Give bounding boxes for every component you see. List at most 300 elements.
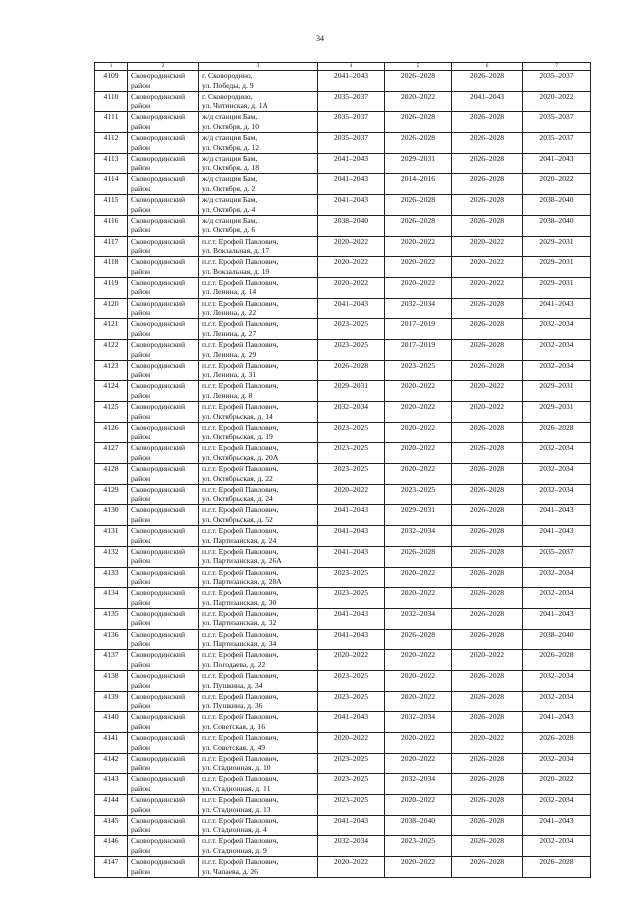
period-cell-p6: 2026–2028 xyxy=(452,464,523,485)
address-cell xyxy=(199,857,318,878)
district-cell xyxy=(128,712,199,733)
district-line: район xyxy=(131,804,151,814)
period-cell-p7: 2041–2043 xyxy=(523,712,591,733)
district-line: район xyxy=(131,721,151,731)
address-cell xyxy=(199,650,318,671)
period-cell-p7: 2041–2043 xyxy=(523,815,591,836)
address-line: п.г.т. Ерофей Павлович, xyxy=(202,339,279,349)
district-cell xyxy=(128,526,199,547)
district-line: Сковородинский xyxy=(131,91,186,101)
period-cell-p5: 2020–2022 xyxy=(385,567,452,588)
address-line: п.г.т. Ерофей Павлович, xyxy=(202,608,279,618)
row-number: 4121 xyxy=(95,319,128,340)
row-number: 4118 xyxy=(95,257,128,278)
row-number: 4135 xyxy=(95,608,128,629)
address-cell xyxy=(199,546,318,567)
district-cell xyxy=(128,277,199,298)
row-number: 4133 xyxy=(95,567,128,588)
row-number: 4112 xyxy=(95,133,128,154)
row-number: 4136 xyxy=(95,629,128,650)
district-line: Сковородинский xyxy=(131,753,186,763)
column-header: 6 xyxy=(452,63,523,71)
row-number: 4109 xyxy=(95,71,128,92)
address-line: ул. Октябрьская, д. 19 xyxy=(202,432,273,442)
row-number: 4145 xyxy=(95,815,128,836)
row-number: 4147 xyxy=(95,857,128,878)
period-cell-p4: 2023–2025 xyxy=(318,795,385,816)
period-cell-p4: 2020–2022 xyxy=(318,733,385,754)
address-cell xyxy=(199,443,318,464)
period-cell-p4: 2041–2043 xyxy=(318,174,385,195)
address-cell xyxy=(199,174,318,195)
district-line: район xyxy=(131,473,151,483)
period-cell-p4: 2020–2022 xyxy=(318,484,385,505)
period-cell-p7: 2032–2034 xyxy=(523,691,591,712)
address-cell xyxy=(199,505,318,526)
row-number: 4125 xyxy=(95,402,128,423)
period-cell-p4: 2023–2025 xyxy=(318,422,385,443)
address-cell xyxy=(199,526,318,547)
period-cell-p4: 2020–2022 xyxy=(318,650,385,671)
address-line: ул. Вокзальная, д. 19 xyxy=(202,266,270,276)
period-cell-p7: 2041–2043 xyxy=(523,505,591,526)
column-number-row xyxy=(95,63,591,71)
table-row xyxy=(95,588,591,609)
address-line: ул. Стадионная, д. 4 xyxy=(202,825,267,835)
address-cell xyxy=(199,712,318,733)
district-line: Сковородинский xyxy=(131,402,186,411)
period-cell-p7: 2032–2034 xyxy=(523,443,591,464)
table-row xyxy=(95,133,591,154)
district-line: район xyxy=(131,535,151,545)
address-line: ул. Стадионная, д. 13 xyxy=(202,804,271,814)
period-cell-p6: 2020–2022 xyxy=(452,381,523,402)
period-cell-p6: 2026–2028 xyxy=(452,670,523,691)
table-row xyxy=(95,298,591,319)
period-cell-p6: 2026–2028 xyxy=(452,215,523,236)
table-row xyxy=(95,422,591,443)
period-cell-p4: 2035–2037 xyxy=(318,91,385,112)
row-number: 4119 xyxy=(95,277,128,298)
address-line: ул. Партизанская, д. 32 xyxy=(202,618,277,628)
address-line: п.г.т. Ерофей Павлович, xyxy=(202,567,279,577)
district-line: район xyxy=(131,101,151,111)
district-line: район xyxy=(131,659,151,669)
district-line: Сковородинский xyxy=(131,691,186,701)
district-cell xyxy=(128,195,199,216)
address-cell xyxy=(199,670,318,691)
column-header: 3 xyxy=(199,63,318,71)
housing-schedule-table xyxy=(94,62,591,878)
period-cell-p6: 2026–2028 xyxy=(452,546,523,567)
period-cell-p7: 2041–2043 xyxy=(523,526,591,547)
address-cell xyxy=(199,236,318,257)
district-line: Сковородинский xyxy=(131,650,186,660)
period-cell-p4: 2035–2037 xyxy=(318,112,385,133)
district-line: Сковородинский xyxy=(131,277,186,287)
address-line: п.г.т. Ерофей Павлович, xyxy=(202,546,279,556)
address-line: ж/д станция Бам, xyxy=(202,174,258,184)
district-cell xyxy=(128,608,199,629)
address-line: ул. Ленина, д. 8 xyxy=(202,390,253,400)
period-cell-p5: 2032–2034 xyxy=(385,774,452,795)
address-line: ул. Победы, д. 9 xyxy=(202,80,254,90)
table-row xyxy=(95,691,591,712)
district-line: Сковородинский xyxy=(131,174,186,184)
period-cell-p7: 2032–2034 xyxy=(523,464,591,485)
address-cell xyxy=(199,195,318,216)
period-cell-p6: 2026–2028 xyxy=(452,691,523,712)
district-line: Сковородинский xyxy=(131,526,186,536)
address-cell xyxy=(199,836,318,857)
period-cell-p5: 2020–2022 xyxy=(385,650,452,671)
address-line: ул. Стадионная, д. 10 xyxy=(202,763,271,773)
period-cell-p4: 2020–2022 xyxy=(318,277,385,298)
address-cell xyxy=(199,91,318,112)
period-cell-p6: 2026–2028 xyxy=(452,588,523,609)
address-line: ул. Октября, д. 2 xyxy=(202,184,256,194)
period-cell-p6: 2026–2028 xyxy=(452,298,523,319)
address-line: п.г.т. Ерофей Павлович, xyxy=(202,298,279,308)
period-cell-p6: 2026–2028 xyxy=(452,319,523,340)
address-line: ул. Октября, д. 10 xyxy=(202,121,260,131)
address-line: п.г.т. Ерофей Павлович, xyxy=(202,753,279,763)
district-line: Сковородинский xyxy=(131,422,186,432)
period-cell-p5: 2020–2022 xyxy=(385,733,452,754)
district-line: район xyxy=(131,142,151,152)
period-cell-p6: 2026–2028 xyxy=(452,174,523,195)
district-line: Сковородинский xyxy=(131,774,186,784)
period-cell-p5: 2020–2022 xyxy=(385,753,452,774)
period-cell-p7: 2026–2028 xyxy=(523,733,591,754)
district-line: район xyxy=(131,846,151,856)
table-row xyxy=(95,360,591,381)
address-cell xyxy=(199,484,318,505)
table-row xyxy=(95,339,591,360)
district-cell xyxy=(128,91,199,112)
period-cell-p5: 2020–2022 xyxy=(385,91,452,112)
district-line: район xyxy=(131,515,151,525)
district-line: район xyxy=(131,783,151,793)
column-header: 1 xyxy=(95,63,128,71)
district-line: район xyxy=(131,204,151,214)
district-cell xyxy=(128,546,199,567)
period-cell-p5: 2026–2028 xyxy=(385,629,452,650)
period-cell-p5: 2014–2016 xyxy=(385,174,452,195)
district-cell xyxy=(128,505,199,526)
period-cell-p5: 2038–2040 xyxy=(385,815,452,836)
address-cell xyxy=(199,381,318,402)
period-cell-p5: 2032–2034 xyxy=(385,712,452,733)
address-cell xyxy=(199,277,318,298)
address-line: п.г.т. Ерофей Павлович, xyxy=(202,360,279,370)
address-line: п.г.т. Ерофей Павлович, xyxy=(202,774,279,784)
period-cell-p6: 2026–2028 xyxy=(452,815,523,836)
district-cell xyxy=(128,402,199,423)
address-line: ул. Октябрьская, д. 22 xyxy=(202,473,273,483)
period-cell-p4: 2041–2043 xyxy=(318,298,385,319)
address-line: п.г.т. Ерофей Павлович, xyxy=(202,464,279,474)
address-cell xyxy=(199,753,318,774)
period-cell-p6: 2026–2028 xyxy=(452,360,523,381)
table-row xyxy=(95,857,591,878)
address-line: г. Сковородино, xyxy=(202,71,253,80)
period-cell-p6: 2026–2028 xyxy=(452,753,523,774)
table-body xyxy=(95,71,591,878)
table-row xyxy=(95,567,591,588)
period-cell-p4: 2023–2025 xyxy=(318,691,385,712)
district-cell xyxy=(128,443,199,464)
district-line: Сковородинский xyxy=(131,836,186,846)
table-row xyxy=(95,195,591,216)
district-cell xyxy=(128,774,199,795)
period-cell-p7: 2032–2034 xyxy=(523,567,591,588)
period-cell-p7: 2029–2031 xyxy=(523,277,591,298)
table-row xyxy=(95,464,591,485)
period-cell-p6: 2026–2028 xyxy=(452,567,523,588)
period-cell-p6: 2026–2028 xyxy=(452,195,523,216)
district-line: район xyxy=(131,680,151,690)
row-number: 4124 xyxy=(95,381,128,402)
address-line: ул. Октябрьская, д. 20А xyxy=(202,452,279,462)
row-number: 4138 xyxy=(95,670,128,691)
period-cell-p7: 2038–2040 xyxy=(523,195,591,216)
row-number: 4126 xyxy=(95,422,128,443)
district-line: район xyxy=(131,866,151,876)
period-cell-p5: 2032–2034 xyxy=(385,608,452,629)
period-cell-p5: 2026–2028 xyxy=(385,215,452,236)
period-cell-p5: 2017–2019 xyxy=(385,319,452,340)
district-line: Сковородинский xyxy=(131,815,186,825)
period-cell-p5: 2023–2025 xyxy=(385,360,452,381)
period-cell-p4: 2041–2043 xyxy=(318,712,385,733)
address-line: п.г.т. Ерофей Павлович, xyxy=(202,650,279,660)
period-cell-p5: 2020–2022 xyxy=(385,381,452,402)
table-row xyxy=(95,443,591,464)
period-cell-p6: 2026–2028 xyxy=(452,422,523,443)
district-line: Сковородинский xyxy=(131,71,186,80)
address-line: ул. Пушкина, д. 36 xyxy=(202,701,263,711)
address-line: п.г.т. Ерофей Павлович, xyxy=(202,236,279,246)
period-cell-p4: 2020–2022 xyxy=(318,236,385,257)
district-line: район xyxy=(131,121,151,131)
period-cell-p7: 2032–2034 xyxy=(523,484,591,505)
period-cell-p5: 2020–2022 xyxy=(385,277,452,298)
table-row xyxy=(95,277,591,298)
period-cell-p7: 2020–2022 xyxy=(523,91,591,112)
district-cell xyxy=(128,795,199,816)
district-line: район xyxy=(131,618,151,628)
period-cell-p6: 2020–2022 xyxy=(452,257,523,278)
period-cell-p6: 2026–2028 xyxy=(452,629,523,650)
address-line: п.г.т. Ерофей Павлович, xyxy=(202,526,279,536)
row-number: 4117 xyxy=(95,236,128,257)
period-cell-p5: 2020–2022 xyxy=(385,464,452,485)
district-line: район xyxy=(131,577,151,587)
address-cell xyxy=(199,464,318,485)
district-line: Сковородинский xyxy=(131,505,186,515)
district-line: район xyxy=(131,163,151,173)
period-cell-p5: 2020–2022 xyxy=(385,443,452,464)
address-line: ж/д станция Бам, xyxy=(202,153,258,163)
period-cell-p5: 2029–2031 xyxy=(385,153,452,174)
period-cell-p4: 2041–2043 xyxy=(318,629,385,650)
row-number: 4113 xyxy=(95,153,128,174)
district-cell xyxy=(128,257,199,278)
row-number: 4139 xyxy=(95,691,128,712)
period-cell-p6: 2026–2028 xyxy=(452,836,523,857)
period-cell-p7: 2029–2031 xyxy=(523,402,591,423)
district-cell xyxy=(128,153,199,174)
period-cell-p6: 2026–2028 xyxy=(452,795,523,816)
row-number: 4132 xyxy=(95,546,128,567)
table-row xyxy=(95,153,591,174)
period-cell-p6: 2026–2028 xyxy=(452,339,523,360)
address-line: п.г.т. Ерофей Павлович, xyxy=(202,670,279,680)
period-cell-p7: 2029–2031 xyxy=(523,236,591,257)
address-line: п.г.т. Ерофей Павлович, xyxy=(202,381,279,391)
period-cell-p7: 2032–2034 xyxy=(523,339,591,360)
address-line: ж/д станция Бам, xyxy=(202,112,258,122)
row-number: 4142 xyxy=(95,753,128,774)
district-cell xyxy=(128,670,199,691)
district-cell xyxy=(128,753,199,774)
period-cell-p4: 2023–2025 xyxy=(318,753,385,774)
period-cell-p4: 2023–2025 xyxy=(318,464,385,485)
period-cell-p4: 2032–2034 xyxy=(318,402,385,423)
address-line: ж/д станция Бам, xyxy=(202,195,258,205)
address-line: п.г.т. Ерофей Павлович, xyxy=(202,691,279,701)
period-cell-p5: 2020–2022 xyxy=(385,588,452,609)
period-cell-p6: 2026–2028 xyxy=(452,443,523,464)
period-cell-p4: 2041–2043 xyxy=(318,505,385,526)
page-number: 34 xyxy=(316,34,324,43)
row-number: 4127 xyxy=(95,443,128,464)
address-line: ул. Партизанская, д. 26А xyxy=(202,556,282,566)
table-row xyxy=(95,91,591,112)
period-cell-p6: 2020–2022 xyxy=(452,650,523,671)
period-cell-p6: 2020–2022 xyxy=(452,402,523,423)
address-line: ул. Октября, д. 12 xyxy=(202,142,260,152)
period-cell-p7: 2032–2034 xyxy=(523,795,591,816)
district-line: район xyxy=(131,825,151,835)
address-cell xyxy=(199,795,318,816)
address-line: п.г.т. Ерофей Павлович, xyxy=(202,712,279,722)
district-cell xyxy=(128,836,199,857)
period-cell-p5: 2020–2022 xyxy=(385,402,452,423)
district-line: Сковородинский xyxy=(131,608,186,618)
table-row xyxy=(95,608,591,629)
table-row xyxy=(95,236,591,257)
district-line: район xyxy=(131,246,151,256)
row-number: 4116 xyxy=(95,215,128,236)
row-number: 4123 xyxy=(95,360,128,381)
address-cell xyxy=(199,153,318,174)
address-line: ул. Партизанская, д. 24 xyxy=(202,535,277,545)
period-cell-p7: 2026–2028 xyxy=(523,857,591,878)
table-row xyxy=(95,815,591,836)
period-cell-p7: 2035–2037 xyxy=(523,133,591,154)
address-cell xyxy=(199,298,318,319)
district-line: Сковородинский xyxy=(131,381,186,391)
period-cell-p6: 2026–2028 xyxy=(452,712,523,733)
district-line: Сковородинский xyxy=(131,464,186,474)
row-number: 4144 xyxy=(95,795,128,816)
district-line: район xyxy=(131,349,151,359)
district-line: Сковородинский xyxy=(131,484,186,494)
address-cell xyxy=(199,422,318,443)
period-cell-p6: 2041–2043 xyxy=(452,91,523,112)
period-cell-p7: 2029–2031 xyxy=(523,257,591,278)
district-line: район xyxy=(131,184,151,194)
district-line: район xyxy=(131,701,151,711)
period-cell-p7: 2032–2034 xyxy=(523,588,591,609)
district-line: район xyxy=(131,308,151,318)
table-row xyxy=(95,670,591,691)
address-line: п.г.т. Ерофей Павлович, xyxy=(202,257,279,267)
address-line: ул. Пушкина, д. 34 xyxy=(202,680,263,690)
row-number: 4122 xyxy=(95,339,128,360)
period-cell-p4: 2041–2043 xyxy=(318,153,385,174)
period-cell-p7: 2032–2034 xyxy=(523,670,591,691)
row-number: 4130 xyxy=(95,505,128,526)
period-cell-p5: 2020–2022 xyxy=(385,691,452,712)
period-cell-p6: 2026–2028 xyxy=(452,774,523,795)
period-cell-p4: 2023–2025 xyxy=(318,588,385,609)
period-cell-p7: 2020–2022 xyxy=(523,174,591,195)
address-line: ул. Партизанская, д. 34 xyxy=(202,639,277,649)
address-line: ул. Вокзальная, д. 17 xyxy=(202,246,270,256)
address-cell xyxy=(199,402,318,423)
row-number: 4134 xyxy=(95,588,128,609)
district-line: Сковородинский xyxy=(131,195,186,205)
district-line: район xyxy=(131,452,151,462)
period-cell-p7: 2029–2031 xyxy=(523,381,591,402)
table-row xyxy=(95,112,591,133)
district-line: Сковородинский xyxy=(131,567,186,577)
address-cell xyxy=(199,215,318,236)
address-cell xyxy=(199,691,318,712)
address-line: ул. Ленина, д. 29 xyxy=(202,349,257,359)
district-line: район xyxy=(131,411,151,421)
district-cell xyxy=(128,339,199,360)
district-cell xyxy=(128,133,199,154)
district-cell xyxy=(128,422,199,443)
address-cell xyxy=(199,733,318,754)
district-line: район xyxy=(131,266,151,276)
address-cell xyxy=(199,257,318,278)
district-cell xyxy=(128,464,199,485)
district-line: Сковородинский xyxy=(131,298,186,308)
row-number: 4131 xyxy=(95,526,128,547)
row-number: 4143 xyxy=(95,774,128,795)
district-line: Сковородинский xyxy=(131,112,186,122)
column-header: 7 xyxy=(523,63,591,71)
district-line: район xyxy=(131,639,151,649)
period-cell-p7: 2026–2028 xyxy=(523,422,591,443)
period-cell-p6: 2020–2022 xyxy=(452,277,523,298)
table-row xyxy=(95,712,591,733)
address-cell xyxy=(199,71,318,92)
district-line: район xyxy=(131,80,151,90)
period-cell-p6: 2026–2028 xyxy=(452,857,523,878)
address-line: п.г.т. Ерофей Павлович, xyxy=(202,319,279,329)
table-row xyxy=(95,650,591,671)
table-row xyxy=(95,257,591,278)
district-line: район xyxy=(131,597,151,607)
address-cell xyxy=(199,339,318,360)
district-line: Сковородинский xyxy=(131,360,186,370)
